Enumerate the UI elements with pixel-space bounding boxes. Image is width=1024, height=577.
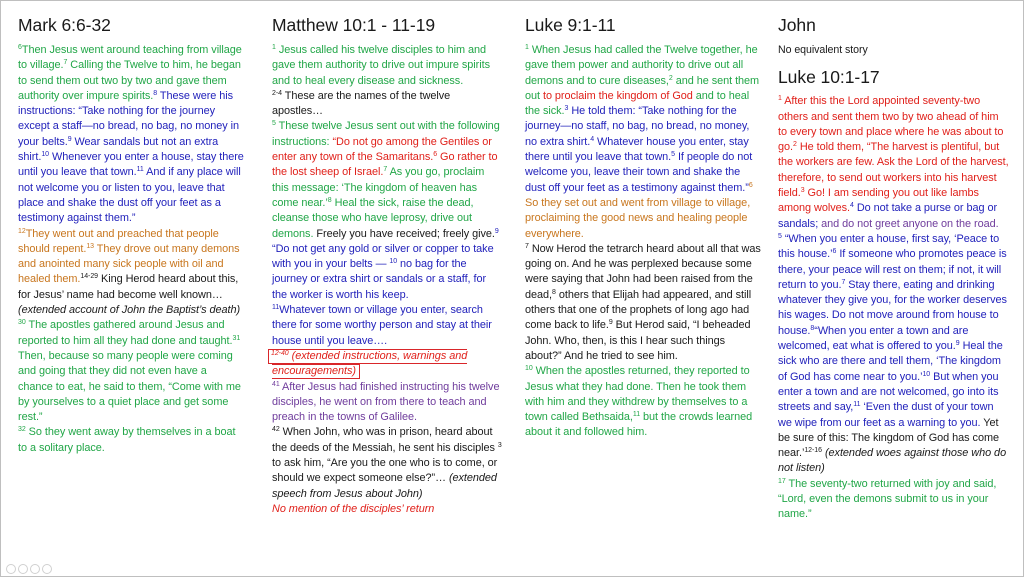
verse-text: But when you enter a town and are not welcomed, go into its streets and say, bbox=[778, 370, 999, 414]
verse-number: 14-29 bbox=[80, 273, 99, 281]
mark-heading: Mark 6:6-32 bbox=[18, 15, 111, 35]
verse-number: 1 bbox=[272, 44, 276, 51]
verse-text: If someone who promotes peace is there, your peace will rest on them; if not, it will return to you. bbox=[778, 248, 1007, 291]
column-mark bbox=[18, 14, 244, 456]
verse-text: These twelve Jesus sent out with the following instructions: bbox=[272, 120, 500, 148]
verse-number: 8 bbox=[810, 324, 815, 332]
verse-text: These are the names of the twelve apostles… bbox=[272, 89, 451, 118]
slide-navigation-controls[interactable] bbox=[6, 564, 52, 574]
verse-text: He told them, “The harvest is plentiful, but the workers are few. Ask the Lord of the harvest, therefore, to send out workers into his harvest field. bbox=[778, 141, 1009, 200]
verse-text: others that Elijah had appeared, and still others that one of the prophets of long ago had come back to life. bbox=[525, 288, 752, 332]
verse-number: 32 bbox=[18, 426, 26, 434]
verse-text: If people do not welcome you, leave their town and shake the dust off your feet as a testimony against them.” bbox=[525, 151, 753, 194]
mark-passage-4 bbox=[18, 425, 244, 456]
verse-text: The apostles gathered around Jesus and reported to him all they had done and taught. bbox=[18, 319, 233, 347]
verse-text: and he sent them out bbox=[525, 74, 760, 102]
verse-number: 6 bbox=[832, 248, 837, 256]
verse-text: Then, because so many people were coming and going that they did not even have a chance to eat, he said to them, “Come with me by yourselves to a quiet place and get some rest.” bbox=[18, 349, 241, 424]
verse-number: 2 bbox=[793, 141, 797, 149]
verse-text: They drove out many demons and anointed many sick people with oil and healed them. bbox=[18, 242, 240, 286]
verse-text: They went out and preached that people should repent. bbox=[18, 227, 219, 255]
verse-text: but the crowds learned about it and followed him. bbox=[525, 411, 753, 439]
verse-text: Wear sandals but not an extra shirt. bbox=[18, 135, 219, 164]
verse-number: 2 bbox=[668, 74, 673, 82]
prev-slide-icon[interactable] bbox=[6, 564, 16, 574]
verse-text: Calling the Twelve to him, he began to send them out two by two and gave them authority over impure spirits. bbox=[18, 59, 241, 102]
verse-number: 10 bbox=[525, 365, 533, 373]
verse-text: Whenever you enter a house, stay there until you leave that town. bbox=[18, 151, 244, 179]
verse-number: 17 bbox=[778, 477, 786, 485]
verse-text: Do not take a purse or bag or sandals; bbox=[778, 202, 998, 230]
column-luke9 bbox=[525, 14, 761, 441]
verse-number: 5 bbox=[272, 120, 276, 128]
verse-number: 8 bbox=[327, 196, 332, 204]
verse-text: “When you enter a town and are welcomed, eat what is offered to you. bbox=[778, 324, 969, 353]
verse-text: “Do not go among the Gentiles or enter any town of the Samaritans. bbox=[272, 135, 492, 164]
verse-number: 6 bbox=[748, 181, 753, 189]
verse-text: So they went away by themselves in a boat to a solitary place. bbox=[18, 426, 236, 454]
verse-text: to ask him, “Are you the one who is to come, or should we expect someone else?”… bbox=[272, 457, 498, 485]
verse-text: Then he took them with him and they withdrew by themselves to a town called Bethsaida, bbox=[525, 380, 748, 424]
verse-text: “Do not get any gold or silver or copper to take with you in your belts — bbox=[272, 242, 494, 271]
verse-number: 1 bbox=[778, 95, 782, 103]
verse-text: As you go, proclaim this message: ‘The kingdom of heaven has come near.’ bbox=[272, 166, 485, 209]
matthew-passage-7 bbox=[272, 425, 502, 501]
matthew-passage-3 bbox=[272, 119, 502, 303]
no-return-note: No mention of the disciples’ return bbox=[272, 502, 435, 515]
verse-number: 9 bbox=[494, 227, 499, 235]
verse-number: 7 bbox=[841, 278, 846, 286]
verse-text: Then Jesus went around teaching from village to village. bbox=[18, 44, 242, 72]
verse-number: 12-40 bbox=[271, 349, 289, 357]
verse-text: So they set out and went from village to village, proclaiming the good news and healing people everywhere. bbox=[525, 196, 751, 240]
verse-number: 3 bbox=[800, 187, 805, 195]
mark-passage-3 bbox=[18, 318, 244, 425]
verse-number: 11 bbox=[272, 304, 280, 312]
matthew-passage-8 bbox=[272, 502, 502, 517]
mark-passage-1 bbox=[18, 43, 244, 227]
verse-number: 2-4 bbox=[272, 89, 282, 97]
verse-number: 5 bbox=[778, 232, 782, 240]
verse-text: And if any place will not welcome you or listen to you, leave that place and shake the dust off your feet as a testimony against them.” bbox=[18, 166, 241, 225]
verse-number: 42 bbox=[272, 426, 280, 434]
verse-text: Jesus called his twelve disciples to him and gave them authority to drive out impure spirits and to heal every disease and sickness. bbox=[272, 44, 490, 87]
verse-text: ‘Even the dust of your town we wipe from our feet as a warning to you. bbox=[778, 401, 994, 429]
verse-text: Whatever house you enter, stay there until you leave that town. bbox=[525, 135, 749, 164]
matthew-passage-6 bbox=[272, 380, 502, 426]
verse-text: When John, who was in prison, heard about the deeds of the Messiah, he sent his disciples bbox=[272, 426, 498, 454]
verse-text: Go rather to the lost sheep of Israel. bbox=[272, 151, 498, 179]
verse-text: to proclaim the kingdom of God bbox=[542, 89, 693, 102]
john-note: No equivalent story bbox=[778, 44, 868, 56]
verse-number: 7 bbox=[63, 59, 68, 67]
verse-number: 12 bbox=[18, 227, 26, 235]
luke9-passage-3 bbox=[525, 364, 761, 440]
verse-text: Stay there, eating and drinking whatever they give you, for the worker deserves his wages. Do not move around from house to house. bbox=[778, 278, 1007, 337]
verse-number: 12-16 bbox=[804, 447, 822, 455]
luke9-passage-2 bbox=[525, 242, 761, 364]
verse-number: 11 bbox=[136, 166, 144, 174]
verse-number: 7 bbox=[525, 242, 529, 250]
column-john-luke10 bbox=[778, 14, 1010, 523]
verse-text: He told them: “Take nothing for the journey—no staff, no bag, no bread, no money, no extra shirt. bbox=[525, 105, 750, 148]
extended-note: (extended speech from Jesus about John) bbox=[272, 472, 497, 500]
highlight-box bbox=[268, 349, 467, 379]
verse-text: But Herod said, “I beheaded John. Who, then, is this I hear such things about?” And he tried to see him. bbox=[525, 319, 751, 362]
matthew-passage-2 bbox=[272, 89, 502, 120]
verse-number: 8 bbox=[153, 89, 158, 97]
column-matthew bbox=[272, 14, 502, 517]
mark-passage-2 bbox=[18, 227, 244, 319]
verse-text: Yet be sure of this: The kingdom of God has come near.’ bbox=[778, 416, 999, 460]
extended-note: (extended instructions, warnings and encouragements) bbox=[272, 349, 468, 378]
luke9-heading: Luke 9:1-11 bbox=[525, 15, 616, 35]
verse-text: When the apostles returned, they reported to Jesus what they had done. bbox=[525, 365, 750, 393]
verse-text: After Jesus had finished instructing his twelve disciples, he went on from there to teach and preach in the towns of Galilee. bbox=[272, 380, 500, 424]
verse-number: 11 bbox=[853, 401, 861, 409]
matthew-heading: Matthew 10:1 - 11-19 bbox=[272, 15, 436, 35]
verse-number: 6 bbox=[18, 44, 22, 51]
verse-text: These were his instructions: “Take nothing for the journey except a staff—no bread, no bag, no money in your belts. bbox=[18, 89, 240, 148]
verse-text: Go! I am sending you out like lambs among wolves. bbox=[778, 187, 979, 215]
verse-text: no bag for the journey or extra shirt or sandals or a staff, for the worker is worth his keep. bbox=[272, 258, 487, 301]
verse-number: 7 bbox=[383, 166, 388, 174]
verse-number: 10 bbox=[41, 151, 49, 159]
verse-number: 31 bbox=[232, 334, 241, 342]
verse-number: 6 bbox=[433, 151, 438, 159]
matthew-passage-5 bbox=[272, 349, 502, 380]
matthew-passage-4 bbox=[272, 303, 502, 349]
verse-text: “When you enter a house, first say, ‘Peace to this house.’ bbox=[778, 232, 1000, 261]
extended-note: (extended woes against those who do not listen) bbox=[778, 447, 1007, 475]
verse-text: Heal the sick, raise the dead, cleanse those who have leprosy, drive out demons. bbox=[272, 196, 474, 240]
luke10-passage-3 bbox=[778, 477, 1010, 523]
verse-number: 41 bbox=[272, 380, 280, 388]
verse-number: 10 bbox=[389, 258, 398, 266]
next-slide-icon[interactable] bbox=[18, 564, 28, 574]
verse-number: 9 bbox=[608, 319, 613, 327]
verse-number: 3 bbox=[497, 441, 502, 449]
luke9-passage-1 bbox=[525, 43, 761, 242]
verse-text: Freely you have received; freely give. bbox=[313, 227, 495, 240]
verse-text: King Herod heard about this, for Jesus’ name had become well known… bbox=[18, 273, 239, 301]
verse-number: 11 bbox=[632, 411, 641, 419]
verse-text: and to heal the sick. bbox=[525, 89, 750, 118]
verse-text: Whatever town or village you enter, search there for some worthy person and stay at their house until you leave…. bbox=[272, 304, 492, 347]
verse-number: 10 bbox=[922, 370, 931, 378]
john-heading: John bbox=[778, 15, 816, 35]
verse-text: Now Herod the tetrarch heard about all that was going on. And he was perplexed because some were saying that John had been raised from the dead, bbox=[525, 242, 761, 301]
verse-number: 13 bbox=[86, 242, 95, 250]
luke10-heading: Luke 10:1-17 bbox=[778, 67, 880, 88]
luke10-passage-2 bbox=[778, 232, 1010, 477]
verse-number: 4 bbox=[590, 135, 595, 143]
menu-icon[interactable] bbox=[30, 564, 40, 574]
verse-number: 9 bbox=[67, 135, 72, 143]
verse-number: 9 bbox=[955, 340, 960, 348]
verse-number: 5 bbox=[671, 151, 675, 159]
verse-text: Heal the sick who are there and tell them, ‘The kingdom of God has come near to you.’ bbox=[778, 340, 1003, 383]
zoom-icon[interactable] bbox=[42, 564, 52, 574]
verse-number: 4 bbox=[850, 202, 854, 210]
extended-note: (extended account of John the Baptist’s death) bbox=[18, 304, 241, 317]
verse-text: The seventy-two returned with joy and said, “Lord, even the demons submit to us in your name.” bbox=[778, 477, 997, 521]
verse-text: and do not greet anyone on the road. bbox=[818, 217, 999, 230]
verse-text: After this the Lord appointed seventy-two others and sent them two by two ahead of him to every town and place where he was about to go. bbox=[778, 95, 1004, 154]
matthew-passage-1 bbox=[272, 43, 502, 89]
verse-number: 1 bbox=[525, 44, 529, 51]
luke10-passage-1 bbox=[778, 94, 1010, 232]
verse-number: 3 bbox=[564, 105, 569, 113]
verse-number: 8 bbox=[552, 288, 556, 296]
verse-text: When Jesus had called the Twelve together, he gave them power and authority to drive out all demons and to cure diseases, bbox=[525, 44, 758, 87]
verse-number: 30 bbox=[18, 319, 26, 327]
